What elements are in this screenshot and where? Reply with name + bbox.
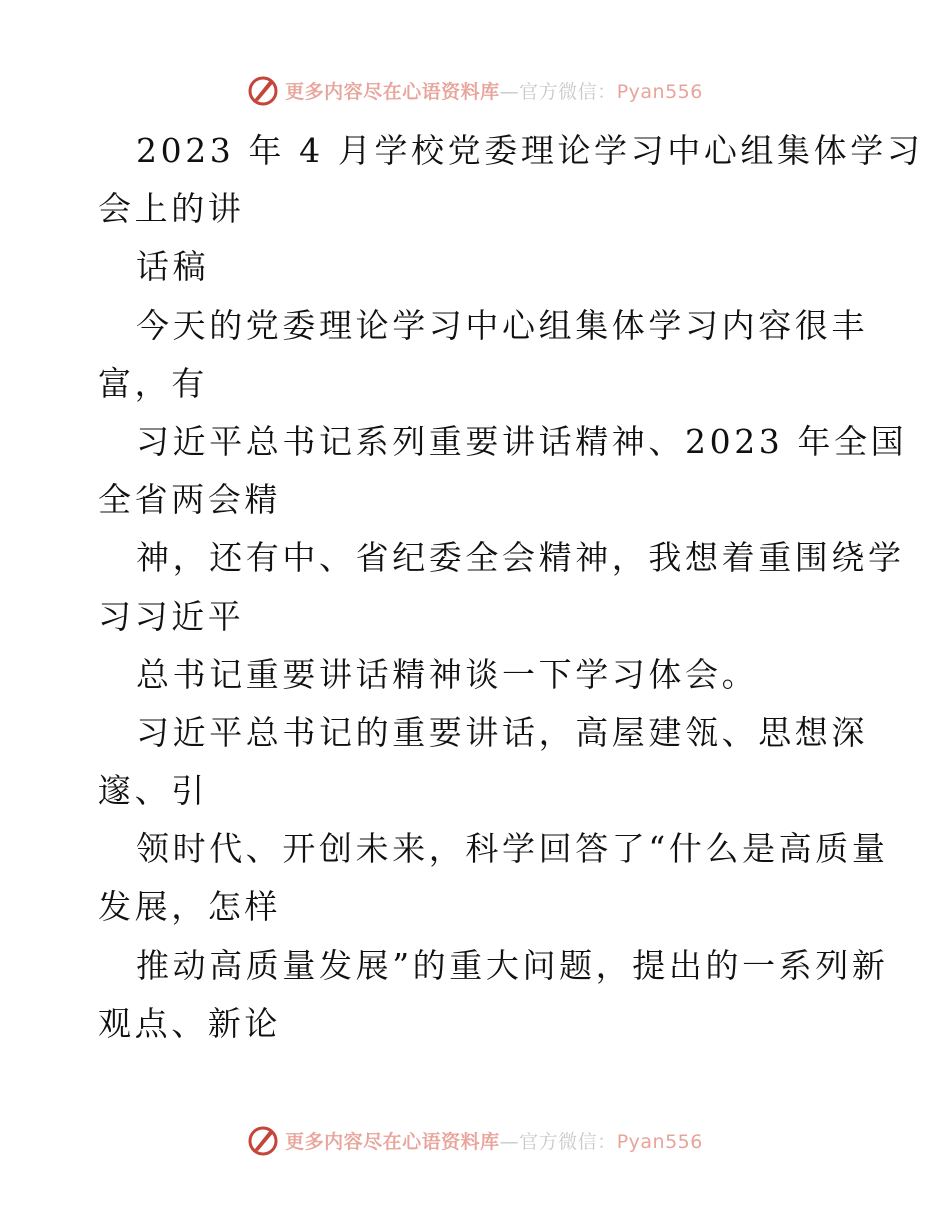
text-line: 总书记重要讲话精神谈一下学习体会。	[136, 654, 759, 694]
footer-watermark	[0, 1120, 950, 1160]
footer-brand-dash: —	[499, 1130, 520, 1153]
header-brand-wechat: 官方微信：	[519, 80, 617, 103]
quill-pen-circle-icon	[247, 1123, 281, 1157]
text-line: 神，还有中、省纪委全会精神，我想着重围绕学	[136, 538, 905, 578]
text-line: 习近平总书记的重要讲话，高屋建瓴、思想深	[136, 712, 868, 752]
text-line: 推动高质量发展”的重大问题，提出的一系列新	[136, 945, 889, 985]
footer-brand-wechat: 官方微信：	[519, 1130, 617, 1153]
text-line: 话稿	[136, 247, 210, 287]
text-line: 邃、引	[98, 771, 208, 811]
header-brand-main: 更多内容尽在心语资料库	[285, 80, 500, 103]
header-brand-id: Pyan556	[616, 80, 703, 103]
text-line: 会上的讲	[98, 189, 245, 229]
text-line: 观点、新论	[98, 1003, 281, 1043]
footer-brand-id: Pyan556	[616, 1130, 703, 1153]
text-line: 全省两会精	[98, 480, 281, 520]
text-line: 习习近平	[98, 596, 245, 636]
footer-brand-text	[285, 1127, 703, 1154]
text-line: 发展，怎样	[98, 887, 281, 927]
text-line: 领时代、开创未来，科学回答了“什么是高质量	[136, 829, 889, 869]
header-brand-dash: —	[499, 80, 520, 103]
document-body	[98, 122, 924, 1053]
text-line: 2023 年 4 月学校党委理论学习中心组集体学习	[136, 131, 924, 170]
text-line: 富，有	[98, 363, 208, 403]
header-watermark	[0, 70, 950, 110]
footer-brand-main: 更多内容尽在心语资料库	[285, 1130, 500, 1153]
header-brand-text	[285, 77, 703, 104]
text-line: 习近平总书记系列重要讲话精神、2023 年全国	[136, 421, 908, 461]
quill-pen-circle-icon	[247, 73, 281, 107]
text-line: 今天的党委理论学习中心组集体学习内容很丰	[136, 305, 868, 345]
